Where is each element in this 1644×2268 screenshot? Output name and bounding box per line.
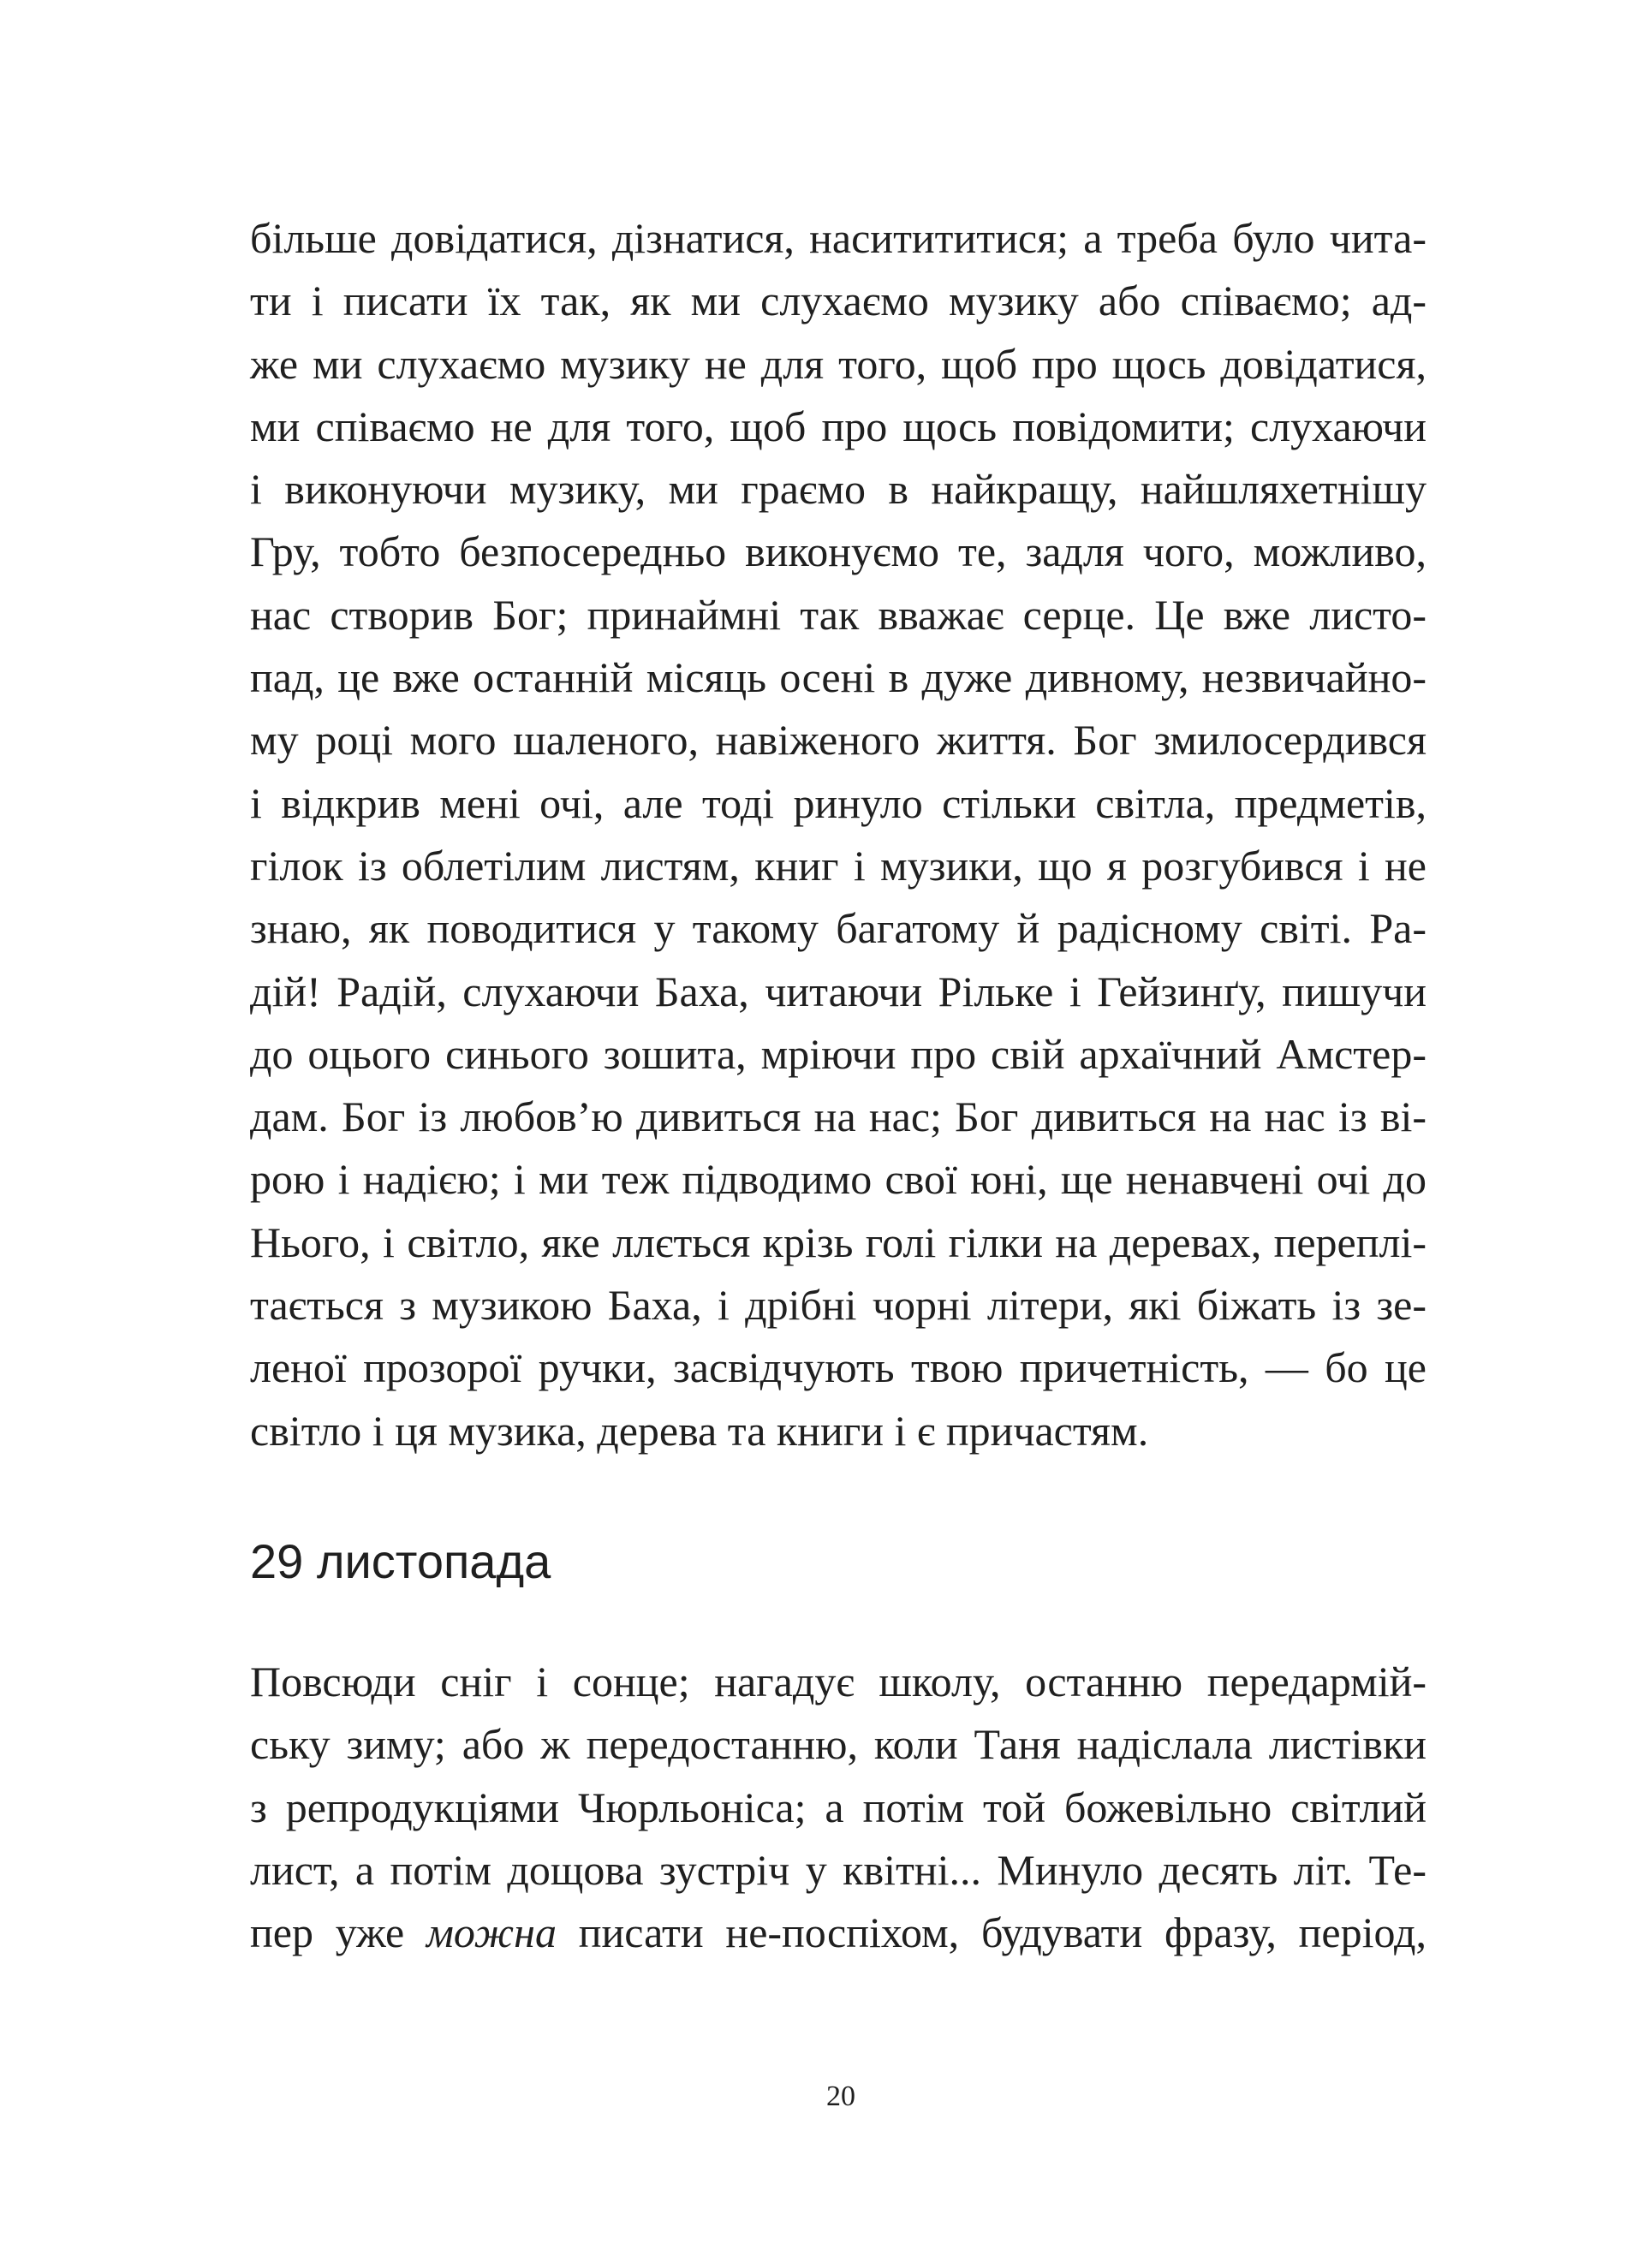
text-line: гілок із облетілим листям, книг і музики, що я розгубився і не bbox=[250, 841, 1427, 890]
text-line: Повсюди сніг і сонце; нагадує школу, останню передармій- bbox=[250, 1658, 1427, 1705]
text-line: і виконуючи музику, ми граємо в найкращу, найшляхетнішу bbox=[250, 465, 1427, 514]
text-line: з репродукціями Чюрльоніса; а потім той божевільно світлий bbox=[250, 1783, 1427, 1831]
text-line: рою і надією; і ми теж підводимо свої юні, ще ненавчені очі до bbox=[250, 1155, 1427, 1204]
text-line: леної прозорої ручки, засвідчують твою причетність, — бо це bbox=[250, 1343, 1427, 1392]
paragraph-body-2 bbox=[250, 1651, 1427, 1964]
emphasized-word: можна bbox=[426, 1908, 557, 1957]
section-heading-date: 29 листопада bbox=[250, 1534, 551, 1588]
text-line: Нього, і світло, яке ллється крізь голі гілки на деревах, переплі- bbox=[250, 1217, 1427, 1266]
text-line: нас створив Бог; принаймні так вважає серце. Це вже листо- bbox=[250, 590, 1427, 639]
text-segment: пер уже bbox=[250, 1908, 426, 1957]
text-line: ську зиму; або ж передостанню, коли Таня надіслала листівки bbox=[250, 1720, 1427, 1769]
text-line: знаю, як поводитися у такому багатому й радісному світі. Ра- bbox=[250, 904, 1427, 953]
text-line: більше довідатися, дізнатися, наситититися; а треба було чита- bbox=[250, 214, 1427, 262]
paragraph-body-1 bbox=[250, 207, 1427, 1462]
page-number: 20 bbox=[826, 2080, 855, 2112]
text-line: ми співаємо не для того, щоб про щось повідомити; слухаючи bbox=[250, 402, 1427, 450]
text-line: му році мого шаленого, навіженого життя. Бог змилосердився bbox=[250, 716, 1427, 765]
text-line: Гру, тобто безпосередньо виконуємо те, задля чого, можливо, bbox=[250, 527, 1427, 576]
text-segment: писати не-поспіхом, будувати фразу, період, bbox=[556, 1908, 1427, 1957]
text-line-with-emphasis bbox=[250, 1902, 1427, 1964]
text-line: дам. Бог із любов’ю дивиться на нас; Бог дивиться на нас із ві- bbox=[250, 1092, 1427, 1141]
text-line: і відкрив мені очі, але тоді ринуло стільки світла, предметів, bbox=[250, 778, 1427, 827]
text-line: світло і ця музика, дерева та книги і є причастям. bbox=[250, 1406, 1149, 1455]
text-line: дій! Радій, слухаючи Баха, читаючи Рільке і Гейзинґу, пишучи bbox=[250, 967, 1427, 1015]
text-line: лист, а потім дощова зустріч у квітні... Минуло десять літ. Те- bbox=[250, 1845, 1427, 1894]
text-line: ти і писати їх так, як ми слухаємо музику або співаємо; ад- bbox=[250, 277, 1427, 325]
text-line: до оцього синього зошита, мріючи про свій архаїчний Амстер- bbox=[250, 1029, 1427, 1078]
text-line: пад, це вже останній місяць осені в дуже дивному, незвичайно- bbox=[250, 653, 1427, 702]
text-line: тається з музикою Баха, і дрібні чорні літери, які біжать із зе- bbox=[250, 1281, 1427, 1330]
text-line: же ми слухаємо музику не для того, щоб про щось довідатися, bbox=[250, 339, 1427, 388]
